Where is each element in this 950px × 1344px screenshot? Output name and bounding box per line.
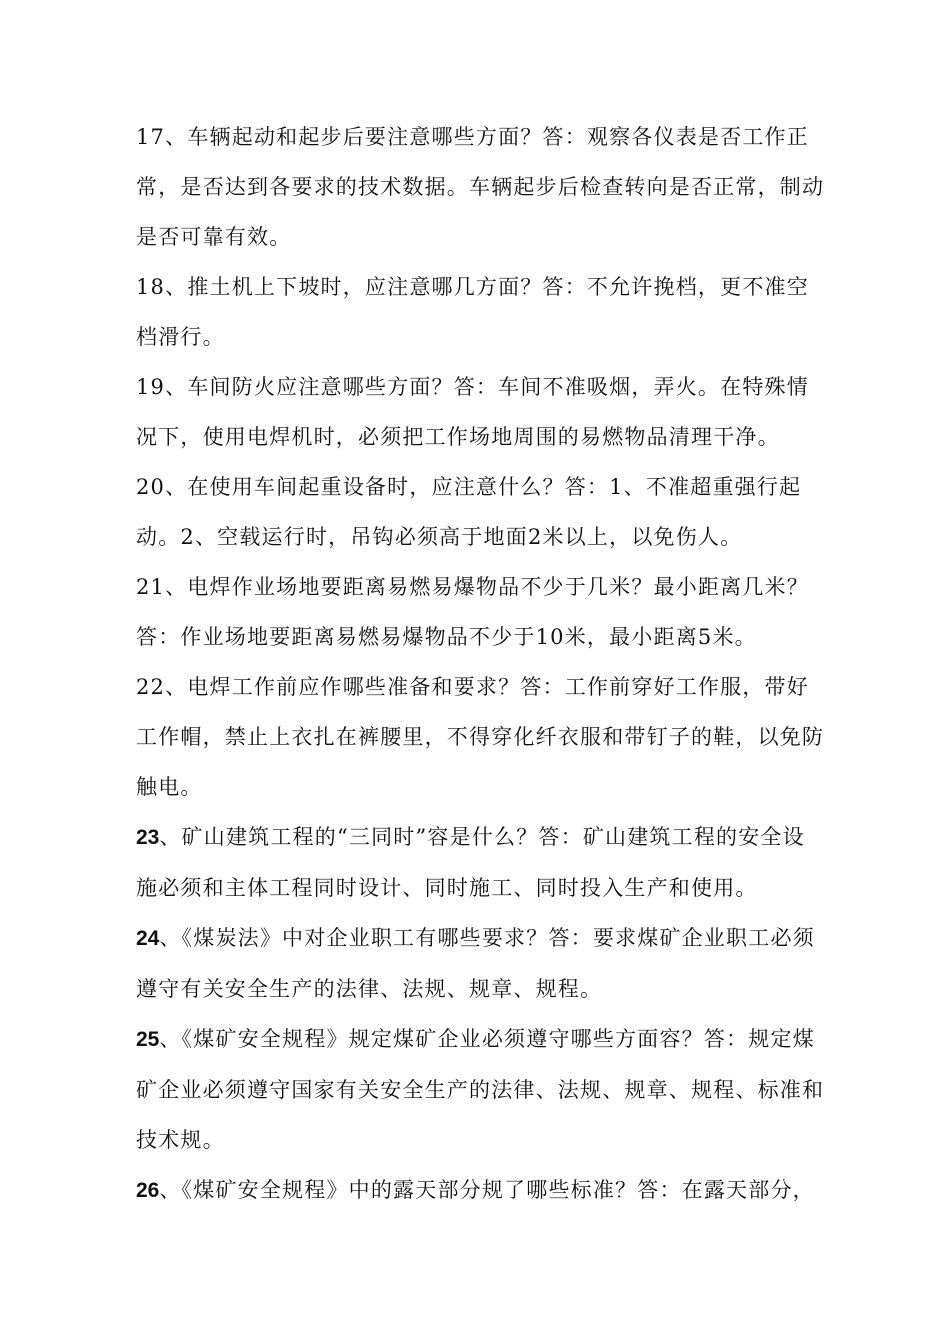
qa-item-23 <box>136 812 826 913</box>
qa-item-21 <box>136 562 826 662</box>
document-body <box>136 112 826 1216</box>
item-text: 、《煤矿安全规程》中的露天部分规了哪些标准？答：在露天部分， <box>159 1178 815 1202</box>
item-number: 24 <box>136 927 160 950</box>
qa-item-18 <box>136 262 826 362</box>
qa-item-20 <box>136 462 826 562</box>
item-number: 25 <box>136 1028 160 1051</box>
qa-item-24 <box>136 913 826 1014</box>
qa-item-25 <box>136 1014 826 1165</box>
item-text: 、电焊工作前应作哪些准备和要求？答：工作前穿好工作服，带好工作帽，禁止上衣扎在裤腰里，不得穿化纤衣服和带钉子的鞋，以免防触电。 <box>136 675 825 799</box>
item-text: 、车间防火应注意哪些方面？答：车间不准吸烟，弄火。在特殊情况下，使用电焊机时，必须把工作场地周围的易燃物品清理干净。 <box>136 375 809 449</box>
item-text: 、车辆起动和起步后要注意哪些方面？答：观察各仪表是否工作正常，是否达到各要求的技术数据。车辆起步后检查转向是否正常，制动是否可靠有效。 <box>136 125 825 249</box>
item-text: 、《煤矿安全规程》规定煤矿企业必须遵守哪些方面容？答：规定煤矿企业必须遵守国家有关安全生产的法律、法规、规章、规程、标准和技术规。 <box>136 1027 825 1152</box>
qa-item-22 <box>136 662 826 812</box>
item-number: 26 <box>136 1179 160 1202</box>
item-number: 23 <box>136 826 160 849</box>
item-number: 17 <box>136 125 166 149</box>
item-text: 、《煤炭法》中对企业职工有哪些要求？答：要求煤矿企业职工必须遵守有关安全生产的法律、法规、规章、规程。 <box>136 926 815 1001</box>
item-number: 18 <box>136 275 166 299</box>
item-text: 、在使用车间起重设备时，应注意什么？答：1、不准超重强行起动。2、空载运行时，吊钩必须高于地面2米以上，以免伤人。 <box>136 475 802 549</box>
qa-item-19 <box>136 362 826 462</box>
qa-item-26 <box>136 1165 826 1216</box>
item-number: 22 <box>136 675 166 699</box>
item-text: 、矿山建筑工程的“三同时”容是什么？答：矿山建筑工程的安全设施必须和主体工程同时设计、同时施工、同时投入生产和使用。 <box>136 825 805 900</box>
item-number: 19 <box>136 375 166 399</box>
item-number: 21 <box>136 575 166 599</box>
item-text: 、电焊作业场地要距离易燃易爆物品不少于几米？最小距离几米？答：作业场地要距离易燃易爆物品不少于10米，最小距离5米。 <box>136 575 809 649</box>
qa-item-17 <box>136 112 826 262</box>
item-text: 、推土机上下坡时，应注意哪几方面？答：不允许挽档，更不准空档滑行。 <box>136 275 809 349</box>
item-number: 20 <box>136 475 166 499</box>
